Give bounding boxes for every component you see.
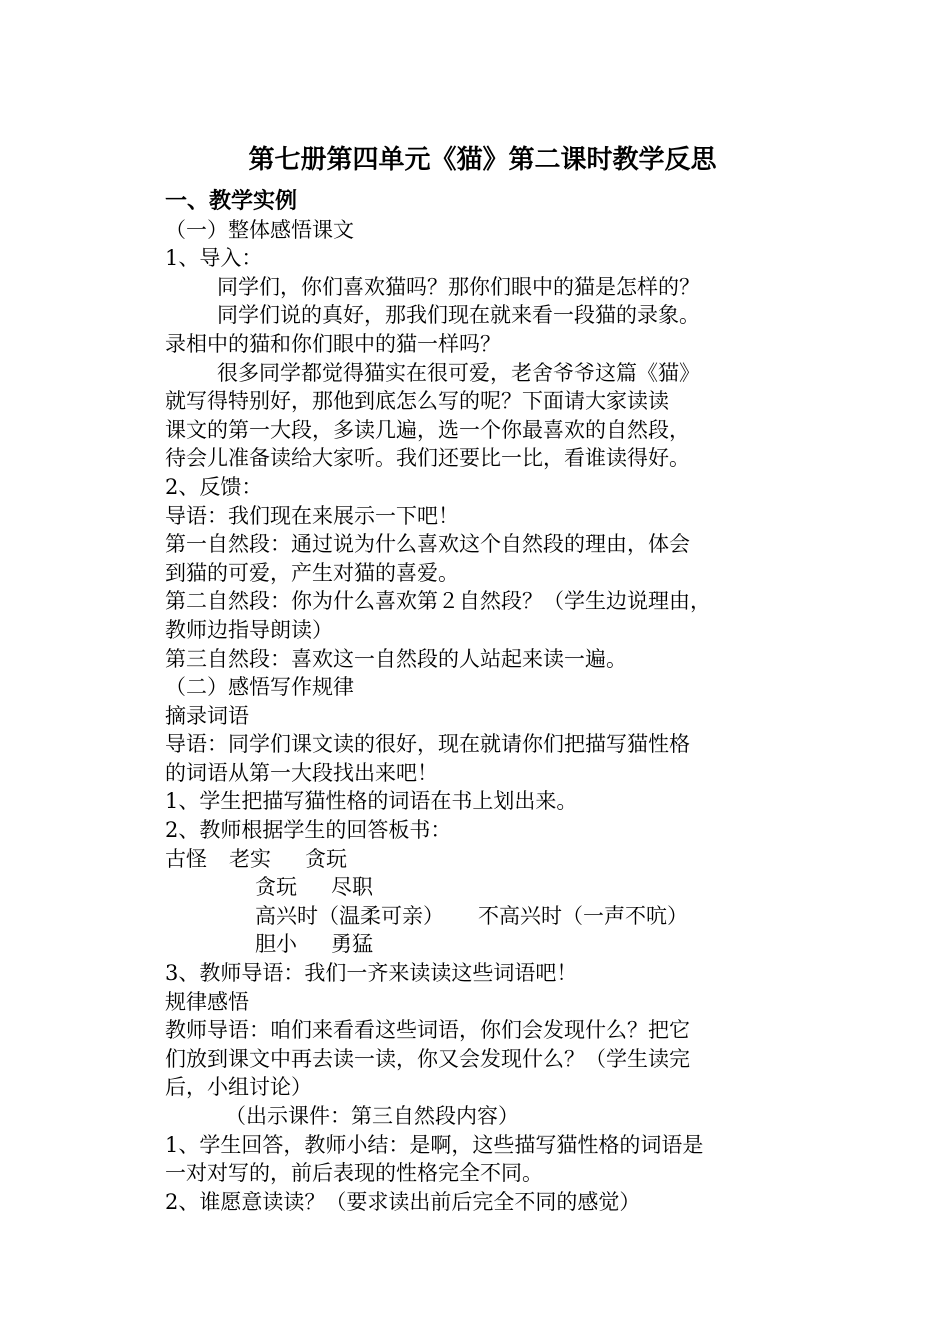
board-row <box>165 873 810 902</box>
label-excerpt: 摘录词语 <box>165 703 249 728</box>
paragraph-line: 第三自然段：喜欢这一自然段的人站起来读一遍。 <box>165 646 627 671</box>
paragraph-line: 就写得特别好，那他到底怎么写的呢？下面请大家读读 <box>165 389 669 414</box>
guide-text: 的词语从第一大段找出来吧！ <box>165 760 438 785</box>
board-word: 高兴时（温柔可亲） <box>255 903 444 928</box>
board-word: 胆小 <box>255 932 297 957</box>
step-feedback: 2、反馈： <box>165 474 263 499</box>
paragraph-line: 同学们，你们喜欢猫吗？那你们眼中的猫是怎样的？ <box>217 274 700 299</box>
paragraph-line: 教师边指导朗读） <box>165 617 333 642</box>
paragraph-line: 待会儿准备读给大家听。我们还要比一比，看谁读得好。 <box>165 446 690 471</box>
board-word: 尽职 <box>331 875 373 900</box>
board-row <box>165 845 810 874</box>
paragraph-line: 到猫的可爱，产生对猫的喜爱。 <box>165 560 459 585</box>
board-row <box>165 902 810 931</box>
list-item: 1、学生回答，教师小结：是啊，这些描写猫性格的词语是 <box>165 1132 704 1157</box>
paragraph-line: 录相中的猫和你们眼中的猫一样吗？ <box>165 331 501 356</box>
guide-text: 教师导语：咱们来看看这些词语，你们会发现什么？把它 <box>165 1018 690 1043</box>
list-item: 2、教师根据学生的回答板书： <box>165 818 452 843</box>
label-rule: 规律感悟 <box>165 989 249 1014</box>
guide-text: 后，小组讨论） <box>165 1075 312 1100</box>
board-word: 老实 <box>229 846 271 871</box>
list-item: 2、谁愿意读读？（要求读出前后完全不同的感觉） <box>165 1189 641 1214</box>
board-word: 勇猛 <box>331 932 373 957</box>
board-word: 不高兴时（一声不吭） <box>478 903 688 928</box>
subheading-writing-rules: （二）感悟写作规律 <box>165 675 354 700</box>
paragraph-line: 第一自然段：通过说为什么喜欢这个自然段的理由，体会 <box>165 532 690 557</box>
paragraph-line: 很多同学都觉得猫实在很可爱，老舍爷爷这篇《猫》 <box>217 360 700 385</box>
subheading-overall: （一）整体感悟课文 <box>165 217 354 242</box>
guide-text: 导语：我们现在来展示一下吧！ <box>165 503 459 528</box>
list-item: 1、学生把描写猫性格的词语在书上划出来。 <box>165 789 578 814</box>
guide-text: 们放到课文中再去读一读，你又会发现什么？（学生读完 <box>165 1046 690 1071</box>
document-page <box>165 143 810 1216</box>
list-item: 3、教师导语：我们一齐来读读这些词语吧！ <box>165 961 578 986</box>
guide-text: 导语：同学们课文读的很好，现在就请你们把描写猫性格 <box>165 732 690 757</box>
board-row <box>165 930 810 959</box>
paragraph-line: 第二自然段：你为什么喜欢第２自然段？（学生边说理由， <box>165 589 711 614</box>
document-title: 第七册第四单元《猫》第二课时教学反思 <box>248 145 717 175</box>
board-word: 贪玩 <box>255 875 297 900</box>
step-introduction: 1、导入： <box>165 246 263 271</box>
paragraph-line: 同学们说的真好，那我们现在就来看一段猫的录象。 <box>217 303 700 328</box>
paragraph-line: 课文的第一大段，多读几遍，选一个你最喜欢的自然段， <box>165 417 690 442</box>
list-item: 一对对写的，前后表现的性格完全不同。 <box>165 1161 543 1186</box>
courseware-note: （出示课件：第三自然段内容） <box>225 1104 519 1128</box>
board-word: 贪玩 <box>305 846 347 871</box>
section-heading-teaching-example: 一、教学实例 <box>165 188 298 214</box>
board-word: 古怪 <box>165 846 207 871</box>
